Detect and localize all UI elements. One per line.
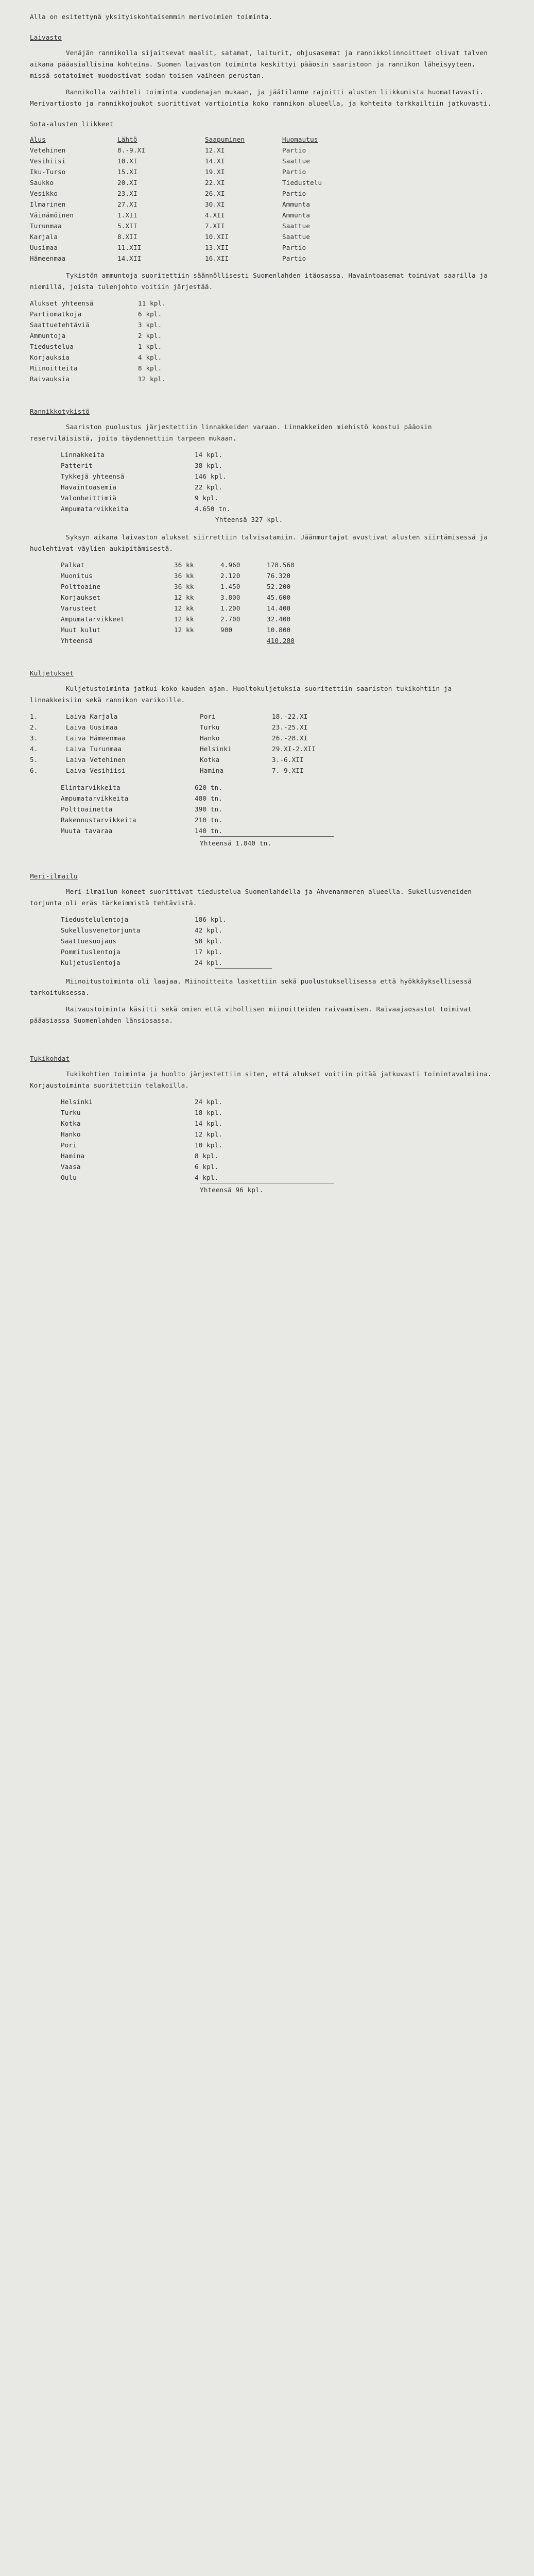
table-cell: Tiedustelulentoja	[61, 916, 129, 923]
list-item	[61, 946, 498, 957]
table-cell: 12 kk	[174, 604, 194, 612]
section-subtitle-ships: Sota-alusten liikkeet	[30, 120, 114, 128]
table-row	[30, 242, 498, 253]
table-cell: 29.XI-2.XII	[272, 745, 316, 753]
table-row	[61, 624, 498, 635]
paragraph-8: Miinoitustoiminta oli laajaa. Miinoitteita laskettiin sekä puolustuksellisessa että hyökkäyksellisessä tarkoituksessa.	[30, 977, 476, 996]
table-cell: 9 kpl.	[195, 494, 219, 502]
table-cell: 2 kpl.	[138, 332, 162, 340]
table-row	[61, 560, 498, 570]
paragraph-4: Saariston puolustus järjestettiin linnakkeiden varaan. Linnakkeiden miehistö koostui pääosin reserviläisistä, joita täydennettiin tarpeen mukaan.	[30, 423, 436, 442]
table-cell: Korjaukset	[61, 594, 101, 601]
table-cell: 12 kk	[174, 615, 194, 623]
list-item	[61, 825, 498, 836]
table-cell: Tiedustelu	[282, 179, 322, 187]
table-cell: 18.-22.XI	[272, 713, 308, 720]
transport-list	[30, 782, 498, 836]
table-cell: Oulu	[61, 1174, 77, 1181]
table-cell: Muuta tavaraa	[61, 827, 113, 835]
paragraph-6: Kuljetustoiminta jatkui koko kauden ajan. Huoltokuljetuksia suoritettiin saariston tukikohtiin ja linnakkeisiin sekä rannikon varikoille.	[30, 685, 456, 704]
table-cell: 10 kpl.	[195, 1141, 223, 1149]
table-cell: Saattue	[282, 157, 311, 165]
table-cell: 6.	[30, 767, 38, 774]
table-cell: Raivauksia	[30, 375, 70, 383]
table-cell: Ampumatarvikkeita	[61, 794, 129, 802]
list-item	[61, 936, 498, 946]
table-cell: 12 kk	[174, 594, 194, 601]
section-title-naval-air: Meri-ilmailu	[30, 872, 78, 880]
table-cell: 8 kpl.	[195, 1152, 219, 1160]
table-row	[30, 253, 498, 264]
table-cell: Partio	[282, 255, 306, 262]
table-cell: 4 kpl.	[138, 353, 162, 361]
table-cell: Partio	[282, 190, 306, 197]
table-row	[30, 754, 498, 765]
table-cell: 11.XII	[117, 244, 142, 251]
table-cell: 14.XII	[117, 255, 142, 262]
table-cell: 12 kpl.	[195, 1130, 223, 1138]
table-cell: Partiomatkoja	[30, 310, 82, 318]
total-c: Yhteensä 96 kpl.	[200, 1183, 334, 1196]
table-cell: 4.XII	[205, 211, 225, 219]
table-cell: 2.120	[220, 572, 240, 580]
table-cell: 480 tn.	[195, 794, 223, 802]
table-row	[61, 581, 498, 592]
table-cell: 14 kpl.	[195, 451, 223, 459]
air-list	[30, 914, 498, 968]
pair-list	[30, 298, 498, 384]
table-cell: Turunmaa	[30, 222, 62, 230]
table-cell: Laiva Uusimaa	[66, 723, 118, 731]
table-cell: Iku-Turso	[30, 168, 66, 176]
table-cell: Linnakkeita	[61, 451, 105, 459]
table-cell: Tiedustelua	[30, 343, 74, 350]
table-cell: Laiva Vesihiisi	[66, 767, 126, 774]
col-header: Huomautus	[282, 135, 318, 143]
table-cell: 22.XI	[205, 179, 225, 187]
table-cell: Miinoitteita	[30, 364, 78, 372]
paragraph-3: Tykistön ammuntoja suoritettiin säännöllisesti Suomenlahden itäosassa. Havaintoasemat toimivat saarilla ja niemillä, joista tulenjohto voitiin järjestää.	[30, 272, 492, 291]
table-cell: 1.XII	[117, 211, 137, 219]
table-cell: Kuljetuslentoja	[61, 959, 120, 967]
table-cell: 36 kk	[174, 561, 194, 569]
table-cell: 24 kpl.	[195, 1098, 223, 1106]
list-item	[30, 309, 498, 319]
table-cell: Laiva Hämeenmaa	[66, 734, 126, 742]
list-item	[61, 503, 498, 514]
table-row	[30, 199, 498, 210]
table-cell: 140 tn.	[195, 827, 223, 835]
list-item	[61, 1172, 498, 1183]
paragraph-7: Meri-ilmailun koneet suorittivat tiedustelua Suomenlahdella ja Ahvenanmeren alueella. Sukellusveneiden torjunta oli eräs tärkeimmistä tehtävistä.	[30, 888, 476, 907]
table-row	[30, 733, 498, 743]
list-item	[30, 319, 498, 330]
table-cell: 76.320	[267, 572, 291, 580]
table-cell: 14 kpl.	[195, 1120, 223, 1127]
cost-total-value: 410.280	[267, 637, 295, 645]
list-item	[61, 957, 498, 968]
table-cell: Hämeenmaa	[30, 255, 66, 262]
table-cell: 8.XII	[117, 233, 137, 241]
table-row	[30, 221, 498, 231]
table-cell: Kotka	[200, 756, 220, 764]
table-cell: Rakennustarvikkeita	[61, 816, 136, 824]
table-cell: Helsinki	[200, 745, 232, 753]
table-cell: 27.XI	[117, 200, 137, 208]
list-item	[61, 1118, 498, 1129]
table-cell: 620 tn.	[195, 784, 223, 791]
total-b: Yhteensä 1.840 tn.	[200, 836, 334, 849]
table-cell: Laiva Karjala	[66, 713, 118, 720]
table-row	[61, 614, 498, 624]
table-cell: 1.200	[220, 604, 240, 612]
col-header: Lähtö	[117, 135, 137, 143]
table-cell: 26.-28.XI	[272, 734, 308, 742]
list-item	[30, 341, 498, 352]
table-row	[61, 570, 498, 581]
col-header: Alus	[30, 135, 46, 143]
table-cell: 3.800	[220, 594, 240, 601]
table-cell: 12.XI	[205, 146, 225, 154]
table-cell: 10.800	[267, 626, 291, 634]
cost-total-label: Yhteensä	[61, 637, 93, 645]
table-cell: 30.XI	[205, 200, 225, 208]
table-cell: 24 kpl.	[195, 959, 223, 967]
base-list	[30, 1096, 498, 1183]
table-cell: Partio	[282, 168, 306, 176]
table-cell: 10.XII	[205, 233, 229, 241]
table-cell: Varusteet	[61, 604, 97, 612]
list-item	[61, 1129, 498, 1140]
table-cell: 10.XI	[117, 157, 137, 165]
table-cell: Turku	[61, 1109, 81, 1116]
section-title-ships: Laivasto	[30, 33, 62, 41]
table-cell: Vesihiisi	[30, 157, 66, 165]
table-cell: 14.XI	[205, 157, 225, 165]
table-cell: Väinämöinen	[30, 211, 74, 219]
table-cell: 6 kpl.	[195, 1163, 219, 1171]
table-cell: 12 kk	[174, 626, 194, 634]
table-row	[30, 177, 498, 188]
table-cell: 20.XI	[117, 179, 137, 187]
table-cell: 18 kpl.	[195, 1109, 223, 1116]
table-cell: 15.XI	[117, 168, 137, 176]
table-cell: Tykkejä yhteensä	[61, 472, 125, 480]
short-table-body	[30, 145, 498, 264]
table-cell: 26.XI	[205, 190, 225, 197]
table-cell: Valonheittimiä	[61, 494, 117, 502]
cost-table	[30, 560, 498, 635]
table-cell: 38 kpl.	[195, 462, 223, 469]
table-cell: 4 kpl.	[195, 1174, 219, 1181]
list-item	[30, 298, 498, 309]
table-cell: Saattuetehtäviä	[30, 321, 90, 329]
list-item	[30, 363, 498, 374]
table-cell: Karjala	[30, 233, 58, 241]
table-cell: Saattue	[282, 233, 311, 241]
list-item	[61, 1161, 498, 1172]
short-table-header	[30, 134, 498, 145]
list-item	[61, 1140, 498, 1150]
table-cell: Vaasa	[61, 1163, 81, 1171]
table-cell: 186 kpl.	[195, 916, 227, 923]
table-cell: 52.200	[267, 583, 291, 590]
table-cell: Hanko	[200, 734, 220, 742]
total-a: Yhteensä 327 kpl.	[215, 516, 283, 523]
table-cell: Hamina	[61, 1152, 85, 1160]
table-row	[30, 765, 498, 776]
list-item	[61, 1150, 498, 1161]
list-item	[61, 782, 498, 793]
table-cell: Laiva Turunmaa	[66, 745, 122, 753]
table-cell: 23.XI	[117, 190, 137, 197]
list-item	[61, 493, 498, 503]
table-cell: 7.XII	[205, 222, 225, 230]
paragraph-9: Raivaustoiminta käsitti sekä omien että vihollisen miinoitteiden raivaamisen. Raivaajaosastot toimivat pääasiassa Suomenlahden länsiosassa.	[30, 1005, 476, 1024]
list-item	[61, 482, 498, 493]
list-item	[61, 914, 498, 925]
list-item	[61, 1107, 498, 1118]
table-cell: Saukko	[30, 179, 54, 187]
cost-total-spacer	[174, 635, 220, 646]
table-cell: Saattue	[282, 222, 311, 230]
table-cell: Patterit	[61, 462, 93, 469]
table-cell: 3 kpl.	[138, 321, 162, 329]
table-cell: 8.-9.XI	[117, 146, 146, 154]
table-row	[61, 592, 498, 603]
table-row	[30, 743, 498, 754]
list-item	[61, 925, 498, 936]
table-cell: 32.400	[267, 615, 291, 623]
ship-table	[30, 711, 498, 776]
list-item	[30, 330, 498, 341]
section-title-transports: Kuljetukset	[30, 669, 74, 677]
table-cell: 4.	[30, 745, 38, 753]
paragraph-5: Syksyn aikana laivaston alukset siirrettiin talvisatamiin. Jäänmurtajat avustivat alusten siirtämisessä ja huolehtivat väylien aukipitämisestä.	[30, 533, 492, 552]
table-cell: 146 kpl.	[195, 472, 227, 480]
table-cell: 45.600	[267, 594, 291, 601]
list-item	[30, 352, 498, 363]
table-cell: 58 kpl.	[195, 937, 223, 945]
table-cell: Muut kulut	[61, 626, 101, 634]
section-title-coastal: Rannikkotykistö	[30, 408, 90, 415]
table-cell: Ilmarinen	[30, 200, 66, 208]
table-cell: 12 kpl.	[138, 375, 166, 383]
table-cell: 3.-6.XII	[272, 756, 304, 764]
table-cell: Palkat	[61, 561, 85, 569]
table-cell: Ammunta	[282, 200, 311, 208]
table-row	[30, 711, 498, 722]
table-cell: Helsinki	[61, 1098, 93, 1106]
list-item	[61, 804, 498, 815]
table-cell: 3.	[30, 734, 38, 742]
list-item	[61, 449, 498, 460]
list-item	[30, 374, 498, 384]
table-cell: Havaintoasemia	[61, 483, 117, 491]
table-row	[30, 722, 498, 733]
cost-total-spacer	[220, 635, 267, 646]
table-cell: Vesikko	[30, 190, 58, 197]
table-cell: Muonitus	[61, 572, 93, 580]
table-cell: 900	[220, 626, 233, 634]
table-cell: 5.	[30, 756, 38, 764]
table-cell: 14.400	[267, 604, 291, 612]
table-cell: Polttoaine	[61, 583, 101, 590]
table-row	[61, 603, 498, 614]
table-cell: 178.560	[267, 561, 295, 569]
cost-total-row	[61, 635, 498, 646]
table-cell: 6 kpl.	[138, 310, 162, 318]
table-cell: Ampumatarvikkeita	[61, 505, 129, 513]
table-cell: 2.700	[220, 615, 240, 623]
intro-text: Alla on esitettynä yksityiskohtaisemmin merivoimien toiminta.	[30, 13, 273, 21]
list-item	[61, 1096, 498, 1107]
table-cell: 210 tn.	[195, 816, 223, 824]
table-cell: 36 kk	[174, 572, 194, 580]
table-cell: Saattuesuojaus	[61, 937, 117, 945]
table-cell: Ammuntoja	[30, 332, 66, 340]
section-title-bases: Tukikohdat	[30, 1055, 70, 1062]
table-cell: 13.XII	[205, 244, 229, 251]
table-row	[30, 188, 498, 199]
paragraph-2: Rannikolla vaihteli toiminta vuodenajan mukaan, ja jäätilanne rajoitti alusten liikkumista huomattavasti. Merivartiosto ja rannikkojoukot suorittivat vartiointia koko rannikon alueella, ja kohteita tarkkailtiin jatkuvasti.	[30, 88, 492, 107]
table-cell: 42 kpl.	[195, 926, 223, 934]
table-cell: Pommituslentoja	[61, 948, 120, 956]
list-item	[61, 460, 498, 471]
table-row	[30, 231, 498, 242]
table-cell: Hanko	[61, 1130, 81, 1138]
table-cell: Vetehinen	[30, 146, 66, 154]
list-item	[61, 793, 498, 804]
table-cell: 8 kpl.	[138, 364, 162, 372]
table-cell: 1 kpl.	[138, 343, 162, 350]
table-row	[30, 156, 498, 166]
table-cell: Pori	[61, 1141, 77, 1149]
table-cell: 22 kpl.	[195, 483, 223, 491]
table-cell: 4.960	[220, 561, 240, 569]
table-row	[30, 166, 498, 177]
col-header: Saapuminen	[205, 135, 245, 143]
table-cell: Partio	[282, 146, 306, 154]
table-cell: 16.XII	[205, 255, 229, 262]
table-row	[30, 145, 498, 156]
table-cell: 19.XI	[205, 168, 225, 176]
table-cell: 7.-9.XII	[272, 767, 304, 774]
summary-list	[30, 449, 498, 514]
table-cell: 23.-25.XI	[272, 723, 308, 731]
table-cell: Partio	[282, 244, 306, 251]
table-cell: Elintarvikkeita	[61, 784, 120, 791]
table-cell: Kotka	[61, 1120, 81, 1127]
table-cell: Polttoainetta	[61, 805, 113, 813]
table-cell: Uusimaa	[30, 244, 58, 251]
table-cell: Alukset yhteensä	[30, 299, 94, 307]
table-cell: 5.XII	[117, 222, 137, 230]
table-row	[30, 210, 498, 221]
paragraph-10: Tukikohtien toiminta ja huolto järjestettiin siten, että alukset voitiin pitää jatkuvasti toimintavalmiina. Korjaustoiminta suoritettiin telakoilla.	[30, 1070, 496, 1089]
table-cell: Pori	[200, 713, 216, 720]
paragraph-1: Venäjän rannikolla sijaitsevat maalit, satamat, laiturit, ohjusasemat ja rannikkolinnoitteet olivat talven aikana pääasiallisina kohteina. Suomen laivaston toiminta keskittyi pääosin saaristoon ja rannikon läheisyyteen, missä sotatoimet muodostivat sodan toisen vaiheen perustan.	[30, 49, 492, 79]
table-cell: 1.450	[220, 583, 240, 590]
table-cell: 2.	[30, 723, 38, 731]
table-cell: 4.650 tn.	[195, 505, 231, 513]
table-cell: Ampumatarvikkeet	[61, 615, 125, 623]
table-cell: 390 tn.	[195, 805, 223, 813]
list-item	[61, 471, 498, 482]
table-cell: 11 kpl.	[138, 299, 166, 307]
table-cell: Hamina	[200, 767, 224, 774]
table-cell: Korjauksia	[30, 353, 70, 361]
table-cell: 17 kpl.	[195, 948, 223, 956]
table-cell: Turku	[200, 723, 220, 731]
table-cell: 1.	[30, 713, 38, 720]
table-cell: 36 kk	[174, 583, 194, 590]
table-cell: Ammunta	[282, 211, 311, 219]
table-cell: Laiva Vetehinen	[66, 756, 126, 764]
table-cell: Sukellusvenetorjunta	[61, 926, 141, 934]
list-item	[61, 815, 498, 825]
